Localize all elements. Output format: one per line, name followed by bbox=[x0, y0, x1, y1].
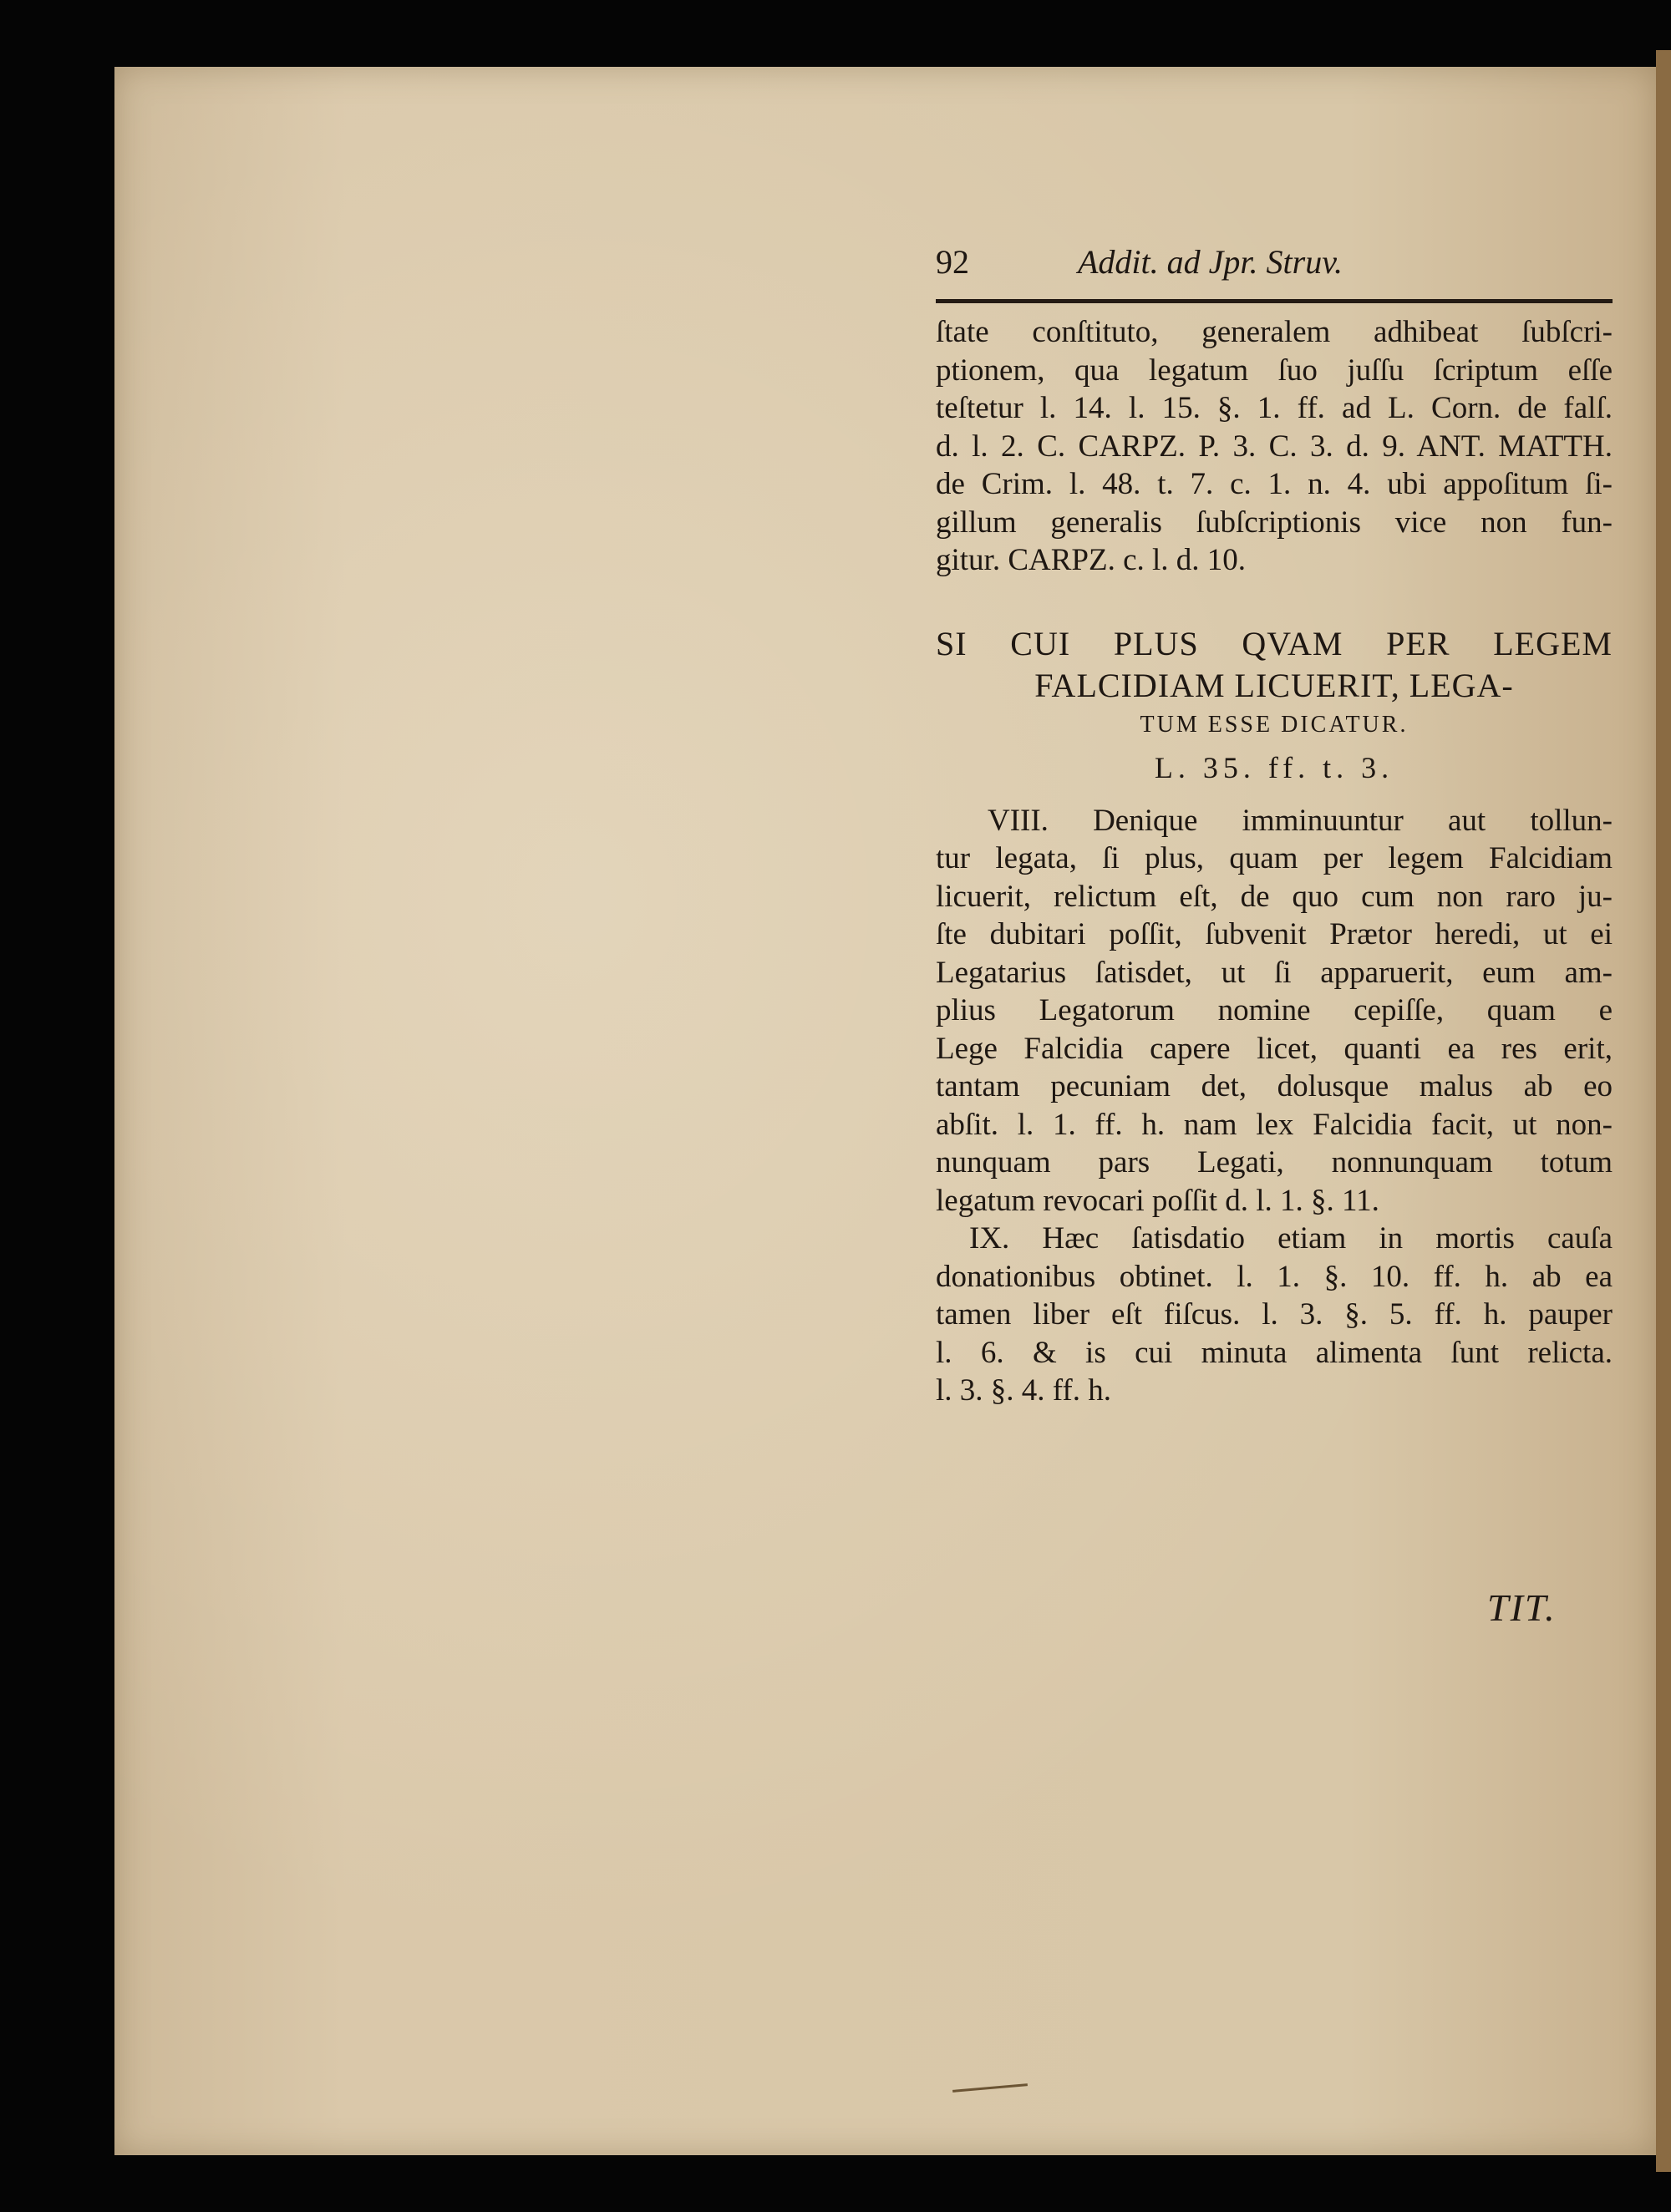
text-line: ſte dubitari poſſit, ſubvenit Prætor heredi, ut ei bbox=[936, 917, 1613, 951]
page-header bbox=[936, 242, 1613, 303]
text-line: de Crim. l. 48. t. 7. c. 1. n. 4. ubi appoſitum ſi- bbox=[936, 467, 1613, 501]
text-line: teſtetur l. 14. l. 15. §. 1. ff. ad L. Corn. de falſ. bbox=[936, 391, 1613, 425]
text-line: nunquam pars Legati, nonnunquam totum bbox=[936, 1145, 1613, 1180]
text-line: ptionem, qua legatum ſuo juſſu ſcriptum eſſe bbox=[936, 353, 1613, 388]
heading-line-2: FALCIDIAM LICUERIT, LEGA- bbox=[1034, 666, 1514, 704]
text-line: legatum revocari poſſit d. l. 1. §. 11. bbox=[936, 1183, 1379, 1218]
text-line: tantam pecuniam det, dolusque malus ab eo bbox=[936, 1069, 1613, 1103]
paragraph-ix bbox=[936, 1220, 1613, 1410]
heading-citation: L. 35. ff. t. 3. bbox=[1154, 750, 1394, 784]
text-line: tamen liber eſt fiſcus. l. 3. §. 5. ff. h. pauper bbox=[936, 1297, 1613, 1332]
heading-line-1: SI CUI PLUS QVAM PER LEGEM bbox=[936, 624, 1613, 662]
page-number: 92 bbox=[936, 243, 969, 281]
page-text-column bbox=[936, 242, 1613, 1410]
text-line: Lege Falcidia capere licet, quanti ea res erit, bbox=[936, 1031, 1613, 1066]
text-line: d. l. 2. C. CARPZ. P. 3. C. 3. d. 9. ANT. MATTH. bbox=[936, 429, 1613, 464]
scan-edge-strip bbox=[1656, 50, 1671, 2172]
text-line: l. 3. §. 4. ff. h. bbox=[936, 1373, 1112, 1408]
text-line: IX. Hæc ſatisdatio etiam in mortis cauſa bbox=[969, 1221, 1613, 1256]
text-line: gitur. CARPZ. c. l. d. 10. bbox=[936, 543, 1247, 577]
text-line: abſit. l. 1. ff. h. nam lex Falcidia facit, ut non- bbox=[936, 1107, 1613, 1142]
continuation-paragraph bbox=[936, 313, 1613, 580]
text-line: licuerit, relictum eſt, de quo cum non raro ju- bbox=[936, 879, 1613, 914]
text-line: donationibus obtinet. l. 1. §. 10. ff. h. ab ea bbox=[936, 1259, 1613, 1294]
heading-line-3: TUM ESSE DICATUR. bbox=[1140, 711, 1409, 738]
text-line: Legatarius ſatisdet, ut ſi apparuerit, eum am- bbox=[936, 955, 1613, 990]
paragraph-viii bbox=[936, 802, 1613, 1220]
section-heading bbox=[936, 623, 1613, 792]
text-line: ſtate conſtituto, generalem adhibeat ſubſcri- bbox=[936, 315, 1613, 349]
text-line: gillum generalis ſubſcriptionis vice non fun- bbox=[936, 505, 1613, 540]
text-line: plius Legatorum nomine cepiſſe, quam e bbox=[936, 993, 1613, 1027]
catchword: TIT. bbox=[1487, 1586, 1557, 1629]
running-title: Addit. ad Jpr. Struv. bbox=[1078, 243, 1343, 281]
text-line: tur legata, ſi plus, quam per legem Falcidiam bbox=[936, 841, 1613, 875]
text-line: VIII. Denique imminuuntur aut tollun- bbox=[988, 803, 1613, 838]
text-line: l. 6. & is cui minuta alimenta ſunt relicta. bbox=[936, 1335, 1613, 1370]
